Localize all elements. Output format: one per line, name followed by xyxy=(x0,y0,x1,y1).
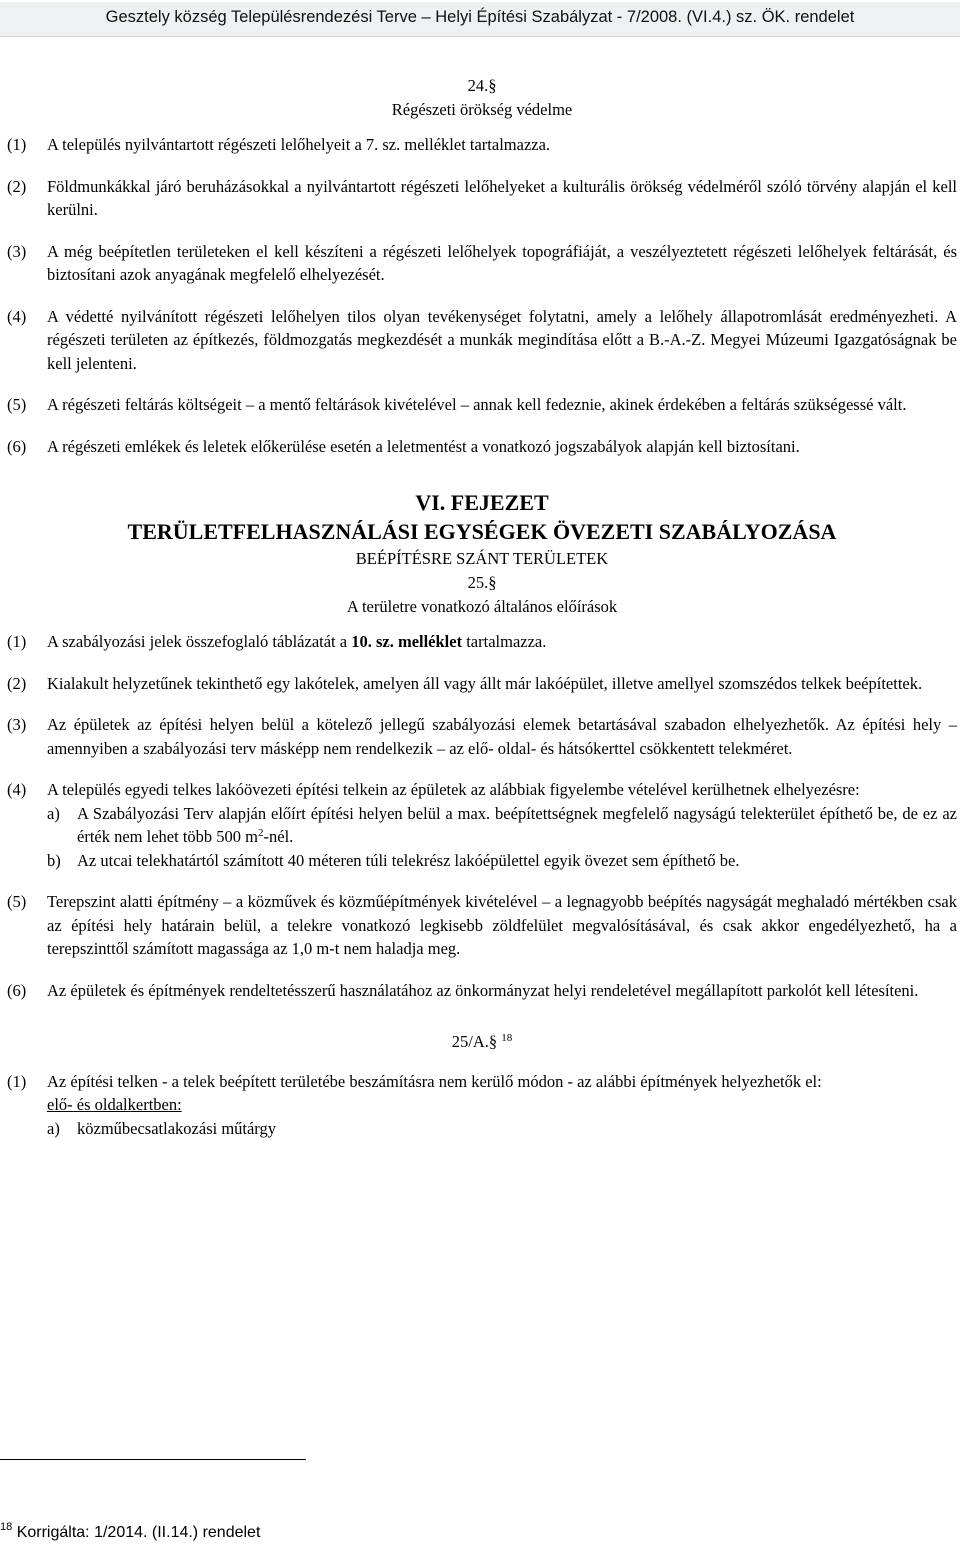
s24-paragraph-6: (6) A régészeti emlékek és leletek előkerülése esetén a leletmentést a vonatkozó jogszabályok alapján kell biztosítani. xyxy=(7,436,800,456)
document-body xyxy=(7,70,957,1140)
footnote-separator xyxy=(0,1459,306,1460)
paragraph-sign: § xyxy=(488,573,497,592)
s24-paragraph-3: (3) A még beépítetlen területeken el kell készíteni a régészeti lelőhelyek topográfiáját, a veszélyeztetett régészeti lelőhelyek feltárását, és biztosítani azok anyagának megfelelő elhelyezését. xyxy=(7,241,957,284)
chapter-title: TERÜLETFELHASZNÁLÁSI EGYSÉGEK ÖVEZETI SZABÁLYOZÁSA xyxy=(127,519,837,544)
footnote-reference[interactable]: 18 xyxy=(501,1032,513,1044)
header-title: Gesztely község Településrendezési Terve – Helyi Építési Szabályzat - 7/2008. (VI.4.) sz. ÖK. rendelet xyxy=(105,8,855,26)
section-25a-number: 25/A.§ $^{18}$ xyxy=(451,1032,513,1051)
s24-paragraph-2: (2) Földmunkákkal járó beruházásokkal a nyilvántartott régészeti lelőhelyeket a kulturális örökség védelméről szóló törvény alapján el kell kerülni. xyxy=(7,176,957,219)
section-25-number: 25.§ xyxy=(467,573,497,592)
section-25-title: A területre vonatkozó általános előírások xyxy=(346,596,618,616)
footnote: $^{18}$ Korrigálta: 1/2014. (II.14.) rendelet xyxy=(0,1521,261,1541)
s25-paragraph-2: (2) Kialakult helyzetűnek tekinthető egy lakótelek, amelyen áll vagy állt már lakóépület, illetve amellyel szomszédos telkek beépítettek. xyxy=(7,673,923,693)
s24-paragraph-4: (4) A védetté nyilvánított régészeti lelőhelyen tilos olyan tevékenységet folytatni, amely a lelőhely állapotromlását eredményezheti. A régészeti területen az építkezés, földmozgatás megkezdését a munkák megindítása előtt a B.-A.-Z. Megyei Múzeumi Igazgatóságnak be kell jelenteni. xyxy=(7,306,957,373)
s25-paragraph-3: (3) Az épületek az építési helyen belül a kötelező jellegű szabályozási elemek betartásával szabadon elhelyezhetők. Az építési hely – amennyiben a szabályozási terv másképp nem rendelkezik – az elő- oldal- és hátsókerttel csökkentett telekméret. xyxy=(7,715,957,758)
s24-paragraph-5: (5) A régészeti feltárás költségeit – a mentő feltárások kivételével – annak kell fedeznie, akinek érdekében a feltárás szükségessé vált. xyxy=(7,395,907,414)
section-24-number: 24.§ xyxy=(467,76,497,95)
underlined-heading: elő- és oldalkertben: xyxy=(47,1095,182,1114)
paragraph-sign: § xyxy=(488,1032,498,1051)
s25-paragraph-4: (4) A település egyedi telkes lakóövezeti építési telkein az épületek az alábbiak figyelembe vételével kerülhetnek elhelyezésre: a) A Szabályozási Terv alapján előírt építési helyen belül a max. beépítettségnek megfelelő nagyságú telekterület építhető be, de ez az érték nem lehet több 500 $m^2$-nél. b) Az utcai telekhatártól számított 40 méteren túli telekrész lakóépülettel egyik övezet sem építhető be. xyxy=(7,778,957,872)
s25a-paragraph-1: (1) Az építési telken - a telek beépített területébe beszámításra nem kerülő módon - az alábbi építmények helyezhetők el: elő- és oldalkertben: a) közműbecsatlakozási műtárgy xyxy=(7,1070,957,1141)
list-item-a: a) A Szabályozási Terv alapján előírt építési helyen belül a max. beépítettségnek megfelelő nagyságú telekterület építhető be, de ez az érték nem lehet több 500 $m^2$-nél. xyxy=(47,803,957,846)
paragraph-sign: § xyxy=(488,76,497,95)
chapter-number: VI. FEJEZET xyxy=(415,490,549,515)
s24-paragraph-1: (1) A település nyilvántartott régészeti lelőhelyeit a 7. sz. melléklet tartalmazza. xyxy=(7,135,551,154)
s25-paragraph-5: (5) Terepszint alatti építmény – a közművek és közműépítmények kivételével – a legnagyobb beépítés nagyságát meghaladó mértékben csak az építési hely határain belül, a telekre vonatkozó legkisebb zöldfelület megvalósításával, és csak akkor engedélyezhető, ha a terepszinttől számított magassága az 1,0 m-t nem haladja meg. xyxy=(7,892,957,958)
s25-paragraph-1: (1) A szabályozási jelek összefoglaló táblázatát a 10. sz. melléklet tartalmazza. xyxy=(7,632,547,651)
page-header xyxy=(0,2,960,37)
section-24-title: Régészeti örökség védelme xyxy=(391,99,573,119)
s25-paragraph-6: (6) Az épületek és építmények rendeltetésszerű használatához az önkormányzat helyi rendeletével megállapított parkolót kell létesíteni. xyxy=(7,980,919,1000)
list-item-a: a) közműbecsatlakozási műtárgy xyxy=(47,1118,277,1138)
chapter-subtitle: BEÉPÍTÉSRE SZÁNT TERÜLETEK xyxy=(355,549,609,568)
list-item-b: b) Az utcai telekhatártól számított 40 méteren túli telekrész lakóépülettel egyik övezet sem építhető be. xyxy=(47,850,740,870)
